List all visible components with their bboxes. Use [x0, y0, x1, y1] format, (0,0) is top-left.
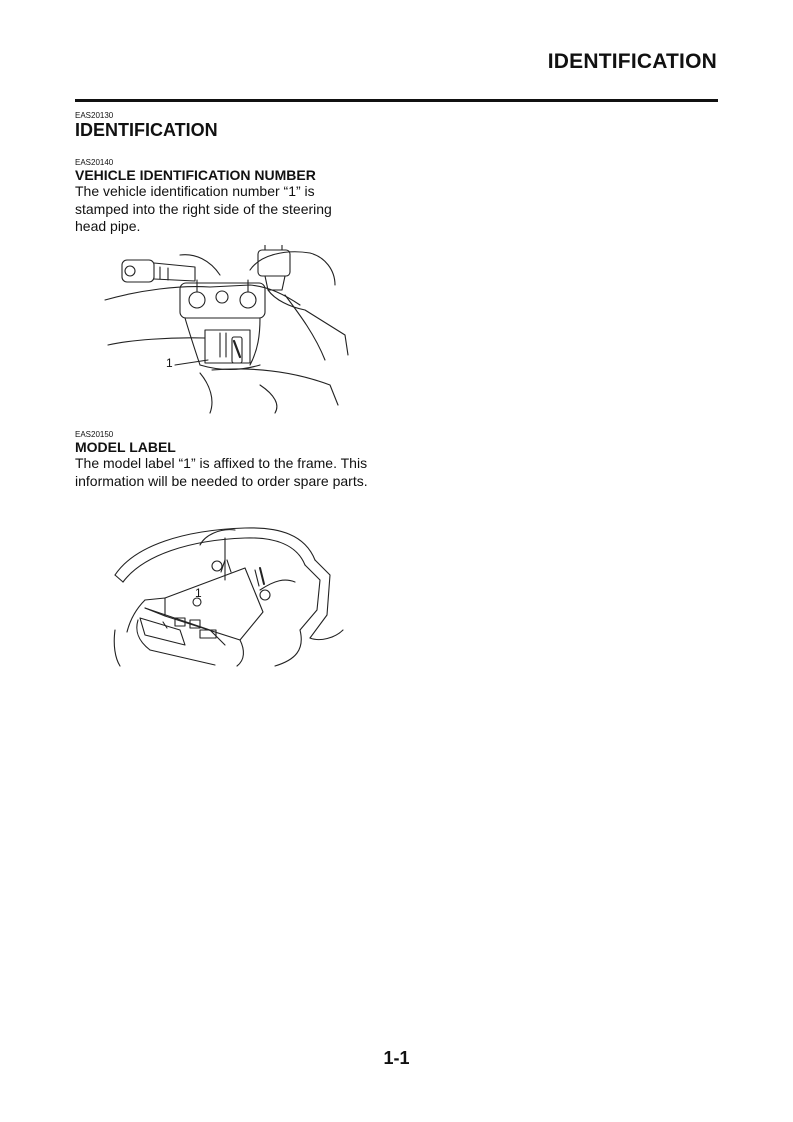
section-title: IDENTIFICATION [75, 120, 218, 140]
model-label-code: EAS20150 [75, 430, 114, 439]
model-label-illustration [105, 520, 345, 668]
model-label-title: MODEL LABEL [75, 439, 176, 455]
section-code: EAS20130 [75, 111, 114, 120]
running-header: IDENTIFICATION [547, 50, 717, 73]
vin-figure-callout: 1 [166, 356, 173, 370]
steering-head-illustration [100, 245, 355, 415]
vin-code: EAS20140 [75, 158, 114, 167]
model-label-body: The model label “1” is affixed to the frame. This information will be needed to order spare parts. [75, 455, 368, 489]
page-number: 1-1 [383, 1048, 410, 1068]
model-label-figure-callout: 1 [195, 586, 202, 600]
vin-body: The vehicle identification number “1” is stamped into the right side of the steering head pipe. [75, 183, 332, 235]
header-rule [75, 99, 718, 102]
vin-title: VEHICLE IDENTIFICATION NUMBER [75, 167, 316, 183]
